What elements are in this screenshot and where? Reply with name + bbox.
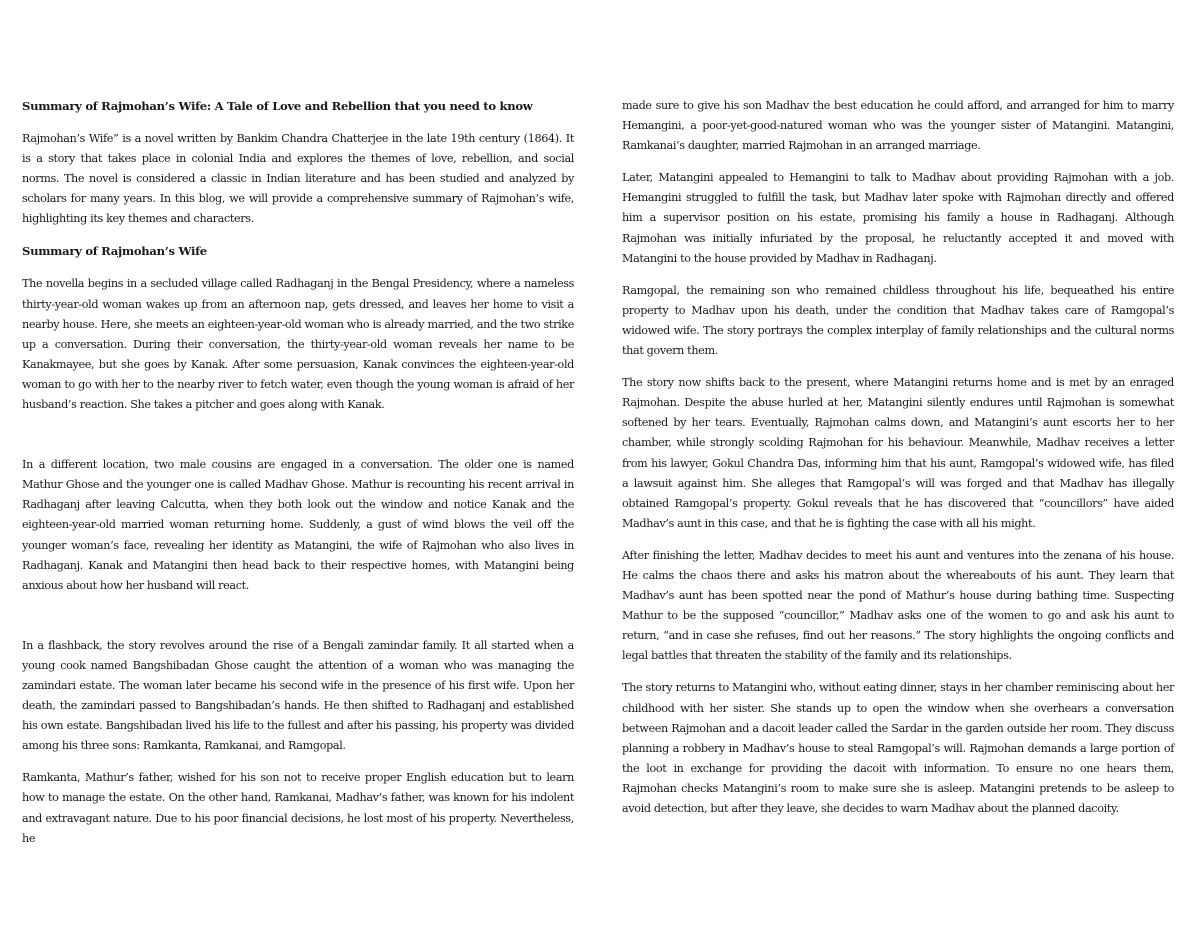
- paragraph: The story now shifts back to the present, where Matangini returns home and is met by an enraged Rajmohan. Despite the abuse hurled at her, Matangini silently endures until Rajmohan is somewhat softened by her tears. Eventually, Rajmohan calms down, and Matangini’s aunt escorts her to her chamber, while strongly scolding Rajmohan for his behaviour. Meanwhile, Madhav receives a letter from his lawyer, Gokul Chandra Das, informing him that his aunt, Ramgopal’s widowed wife, has filed a lawsuit against him. She alleges that Ramgopal’s will was forged and that Madhav has illegally obtained Ramgopal’s property. Gokul reveals that he has discovered that “councillors” have aided Madhav’s aunt in this case, and that he is fighting the case with all his might.: [622, 376, 1174, 530]
- left-column: [22, 96, 574, 861]
- paragraph: The story returns to Matangini who, without eating dinner, stays in her chamber reminiscing about her childhood with her sister. She stands up to open the window when she overhears a conversation between Rajmohan and a dacoit leader called the Sardar in the garden outside her room. They discuss planning a robbery in Madhav’s house to steal Ramgopal’s will. Rajmohan demands a large portion of the loot in exchange for providing the dacoit with information. To ensure no one hears them, Rajmohan checks Matangini’s room to make sure she is asleep. Matangini pretends to be asleep to avoid detection, but after they leave, she decides to warn Madhav about the planned dacoity.: [622, 681, 1174, 815]
- document-title: Summary of Rajmohan’s Wife: A Tale of Love and Rebellion that you need to know: [22, 99, 533, 113]
- paragraph: The novella begins in a secluded village called Radhaganj in the Bengal Presidency, where a nameless thirty-year-old woman wakes up from an afternoon nap, gets dressed, and leaves her home to visit a nearby house. Here, she meets an eighteen-year-old woman who is already married, and the two strike up a conversation. During their conversation, the thirty-year-old woman reveals her name to be Kanakmayee, but she goes by Kanak. After some persuasion, Kanak convinces the eighteen-year-old woman to go with her to the nearby river to fetch water, even though the young woman is afraid of her husband’s reaction. She takes a pitcher and goes along with Kanak.: [22, 277, 574, 412]
- paragraph: In a different location, two male cousins are engaged in a conversation. The older one is named Mathur Ghose and the younger one is called Madhav Ghose. Mathur is recounting his recent arrival in Radhaganj after leaving Calcutta, when they both look out the window and notice Kanak and the eighteen-year-old married woman returning home. Suddenly, a gust of wind blows the veil off the younger woman’s face, revealing her identity as Matangini, the wife of Rajmohan who also lives in Radhaganj. Kanak and Matangini then head back to their respective homes, with Matangini being anxious about how her husband will react.: [22, 458, 574, 592]
- intro-paragraph: Rajmohan’s Wife” is a novel written by Bankim Chandra Chatterjee in the late 19th century (1864). It is a story that takes place in colonial India and explores the themes of love, rebellion, and social norms. The novel is considered a classic in Indian literature and has been studied and analyzed by scholars for many years. In this blog, we will provide a comprehensive summary of Rajmohan’s wife, highlighting its key themes and characters.: [22, 132, 574, 226]
- paragraph: Ramkanta, Mathur’s father, wished for his son not to receive proper English education but to learn how to manage the estate. On the other hand, Ramkanai, Madhav’s father, was known for his indolent and extravagant nature. Due to his poor financial decisions, he lost most of his property. Nevertheless, he: [22, 771, 574, 845]
- paragraph: Ramgopal, the remaining son who remained childless throughout his life, bequeathed his entire property to Madhav upon his death, under the condition that Madhav takes care of Ramgopal’s widowed wife. The story portrays the complex interplay of family relationships and the cultural norms that govern them.: [622, 283, 1174, 358]
- paragraph: In a flashback, the story revolves around the rise of a Bengali zamindar family. It all started when a young cook named Bangshibadan Ghose caught the attention of a woman who was managing the zamindari estate. The woman later became his second wife in the presence of his first wife. Upon her death, the zamindari passed to Bangshibadan’s hands. He then shifted to Radhaganj and established his own estate. Bangshibadan lived his life to the fullest and after his passing, his property was divided among his three sons: Ramkanta, Ramkanai, and Ramgopal.: [22, 638, 574, 753]
- right-column: [622, 96, 1174, 831]
- paragraph: Later, Matangini appealed to Hemangini to talk to Madhav about providing Rajmohan with a job. Hemangini struggled to fulfill the task, but Madhav later spoke with Rajmohan directly and offered him a supervisor position on his estate, promising his family a house in Radhaganj. Although Rajmohan was initially infuriated by the proposal, he reluctantly accepted it and moved with Matangini to the house provided by Madhav in Radhaganj.: [622, 171, 1174, 265]
- paragraph: made sure to give his son Madhav the best education he could afford, and arranged for him to marry Hemangini, a poor-yet-good-natured woman who was the younger sister of Matangini. Matangini, Ramkanai’s daughter, married Rajmohan in an arranged marriage.: [622, 99, 1174, 153]
- paragraph: After finishing the letter, Madhav decides to meet his aunt and ventures into the zenana of his house. He calms the chaos there and asks his matron about the whereabouts of his aunt. They learn that Madhav’s aunt has been spotted near the pond of Mathur’s house during bathing time. Suspecting Mathur to be the supposed “councillor,” Madhav asks one of the women to go and ask his aunt to return, “and in case she refuses, find out her reasons.” The story highlights the ongoing conflicts and legal battles that threaten the stability of the family and its relationships.: [622, 548, 1174, 663]
- section-heading: Summary of Rajmohan’s Wife: [22, 244, 207, 259]
